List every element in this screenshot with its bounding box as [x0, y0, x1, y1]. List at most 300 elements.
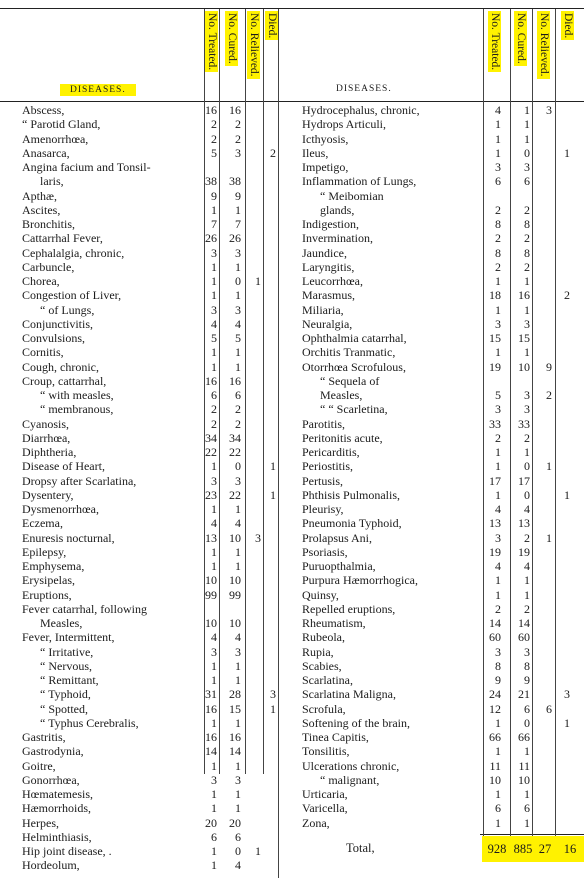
header-treated-right: No. Treated.: [489, 13, 501, 71]
treated-count: 1: [211, 202, 217, 217]
disease-name: Leucorrhœa,: [302, 274, 363, 288]
table-row: [300, 787, 584, 801]
died-count: 2: [564, 288, 570, 303]
table-row: [300, 559, 584, 573]
disease-name: Impetigo,: [302, 160, 349, 174]
header-cured-right: No. Cured.: [515, 13, 527, 64]
treated-count: 1: [211, 288, 217, 303]
treated-count: 1: [211, 844, 217, 858]
disease-name: Eczema,: [22, 516, 63, 531]
treated-count: 14: [489, 616, 501, 630]
header-relieved-right: No. Relieved.: [538, 13, 550, 77]
disease-name: Herpes,: [22, 815, 59, 830]
cured-count: 2: [524, 601, 530, 616]
disease-name: Miliaria,: [302, 302, 344, 317]
disease-name: Disease of Heart,: [22, 459, 105, 474]
table-row: [300, 217, 584, 231]
cured-count: 34: [229, 430, 241, 445]
cured-count: 2: [235, 416, 241, 431]
treated-count: 1: [495, 445, 501, 459]
table-row: [0, 659, 280, 673]
disease-name: Convulsions,: [22, 331, 86, 345]
treated-count: 1: [495, 573, 501, 588]
cured-count: 4: [235, 516, 241, 531]
treated-count: 33: [489, 416, 501, 431]
treated-count: 1: [211, 274, 217, 288]
treated-count: 1: [495, 715, 501, 730]
header-relieved-left: No. Relieved.: [248, 13, 260, 77]
treated-count: 9: [495, 673, 501, 687]
table-row: [0, 573, 280, 587]
cured-count: 38: [229, 174, 241, 189]
cured-count: 0: [524, 487, 530, 502]
cured-count: 10: [229, 616, 241, 630]
disease-name: “ Spotted,: [40, 701, 88, 716]
treated-count: 13: [489, 516, 501, 531]
treated-count: 31: [205, 687, 217, 702]
cured-count: 4: [524, 502, 530, 516]
treated-count: 1: [211, 459, 217, 474]
table-row: [0, 288, 280, 302]
treated-count: 9: [211, 188, 217, 203]
disease-name: Fever, Intermittent,: [22, 630, 115, 645]
cured-count: 11: [518, 758, 530, 773]
cured-count: 1: [235, 544, 241, 559]
relieved-count: 1: [546, 459, 552, 474]
cured-count: 3: [524, 160, 530, 174]
disease-name: Rupia,: [302, 644, 334, 659]
table-row: [300, 260, 584, 274]
treated-count: 4: [495, 559, 501, 573]
disease-name: Amenorrhœa,: [22, 131, 89, 146]
disease-name: Cephalalgia, chronic,: [22, 245, 125, 260]
cured-count: 7: [235, 217, 241, 231]
cured-count: 15: [518, 331, 530, 345]
cured-count: 4: [235, 858, 241, 873]
treated-count: 2: [495, 601, 501, 616]
treated-count: 24: [489, 687, 501, 702]
table-row: [0, 260, 280, 274]
disease-name: Purpura Hæmorrhogica,: [302, 573, 418, 588]
disease-name: Hip joint disease, .: [22, 844, 112, 858]
cured-count: 16: [229, 103, 241, 117]
table-row: [300, 431, 584, 445]
cured-count: 1: [235, 673, 241, 687]
treated-count: 1: [495, 117, 501, 132]
treated-count: 2: [495, 202, 501, 217]
table-row: [0, 317, 280, 331]
disease-name: Pertusis,: [302, 473, 344, 488]
table-row: [0, 174, 280, 188]
disease-name: Zona,: [302, 815, 330, 830]
cured-count: 1: [524, 587, 530, 602]
table-row: [300, 103, 584, 117]
cured-count: 3: [235, 644, 241, 659]
cured-count: 33: [518, 416, 530, 431]
cured-count: 21: [518, 687, 530, 702]
treated-count: 3: [495, 402, 501, 417]
table-row: [300, 573, 584, 587]
disease-name: Gonorrhœa,: [22, 772, 80, 787]
table-row: [300, 588, 584, 602]
table-row: [0, 844, 280, 858]
table-row: [300, 189, 584, 203]
cured-count: 1: [235, 658, 241, 673]
treated-count: 17: [489, 473, 501, 488]
disease-name: “ “ Scarletina,: [320, 402, 388, 417]
total-treated: 928: [482, 836, 512, 862]
disease-name: Repelled eruptions,: [302, 601, 396, 616]
table-row: [0, 246, 280, 260]
cured-count: 1: [524, 103, 530, 117]
table-row: [0, 117, 280, 131]
relieved-count: 9: [546, 359, 552, 374]
treated-count: 2: [211, 131, 217, 146]
table-row: [0, 374, 280, 388]
table-row: [300, 231, 584, 245]
table-row: [0, 488, 280, 502]
disease-name: “ Nervous,: [40, 658, 92, 673]
treated-count: 4: [211, 516, 217, 531]
header-cured-left: No. Cured.: [226, 13, 238, 64]
treated-count: 6: [495, 801, 501, 816]
cured-count: 1: [235, 345, 241, 360]
table-row: [0, 787, 280, 801]
disease-name: Hydrops Articuli,: [302, 117, 386, 132]
treated-count: 26: [205, 231, 217, 246]
treated-count: 15: [489, 331, 501, 345]
cured-count: 0: [524, 715, 530, 730]
treated-count: 1: [211, 715, 217, 730]
cured-count: 4: [235, 630, 241, 645]
treated-count: 1: [495, 744, 501, 759]
table-row: [0, 132, 280, 146]
cured-count: 8: [524, 658, 530, 673]
relieved-count: 3: [255, 530, 261, 545]
disease-name: Neuralgia,: [302, 316, 353, 331]
table-row: [0, 801, 280, 815]
table-row: [0, 545, 280, 559]
disease-name: “ Typhoid,: [40, 687, 91, 702]
table-row: [300, 488, 584, 502]
relieved-count: 2: [546, 388, 552, 402]
cured-count: 1: [235, 259, 241, 274]
total-label: Total,: [346, 841, 375, 855]
treated-count: 13: [205, 530, 217, 545]
table-row: [300, 773, 584, 787]
treated-count: 12: [489, 701, 501, 716]
table-row: [300, 502, 584, 516]
cured-count: 1: [235, 288, 241, 303]
table-row: [0, 773, 280, 787]
table-row: [0, 217, 280, 231]
cured-count: 6: [235, 388, 241, 402]
disease-name: Apthæ,: [22, 188, 58, 203]
treated-count: 1: [211, 758, 217, 773]
table-row: [300, 374, 584, 388]
total-died: 16: [556, 836, 584, 862]
disease-name: Eruptions,: [22, 587, 72, 602]
cured-count: 1: [524, 302, 530, 317]
treated-count: 4: [495, 103, 501, 117]
cured-count: 2: [524, 430, 530, 445]
table-row: [0, 716, 280, 730]
treated-count: 3: [211, 302, 217, 317]
disease-name: Phthisis Pulmonalis,: [302, 487, 401, 502]
table-row: [300, 645, 584, 659]
disease-name: Pericarditis,: [302, 445, 360, 459]
treated-count: 1: [211, 259, 217, 274]
table-row: [300, 402, 584, 416]
disease-name: Scarlatina Maligna,: [302, 687, 396, 702]
cured-count: 17: [518, 473, 530, 488]
table-row: [0, 744, 280, 758]
disease-name: Gastrodynia,: [22, 744, 84, 759]
treated-count: 1: [495, 815, 501, 830]
cured-count: 99: [229, 587, 241, 602]
table-row: [300, 702, 584, 716]
cured-count: 0: [235, 844, 241, 858]
disease-name: Scrofula,: [302, 701, 346, 716]
treated-count: 2: [211, 416, 217, 431]
cured-count: 10: [229, 573, 241, 588]
diseases-header-left: DISEASES.: [60, 84, 136, 96]
table-row: [300, 716, 584, 730]
disease-name: Jaundice,: [302, 245, 347, 260]
disease-name: Croup, cattarrhal,: [22, 373, 107, 388]
cured-count: 16: [229, 730, 241, 744]
treated-count: 2: [495, 430, 501, 445]
cured-count: 20: [229, 815, 241, 830]
cured-count: 1: [235, 801, 241, 816]
disease-name: “ Parotid Gland,: [22, 117, 101, 132]
disease-name: Abscess,: [22, 103, 65, 117]
table-row: [300, 117, 584, 131]
treated-count: 16: [205, 701, 217, 716]
table-row: [0, 417, 280, 431]
disease-name: Enuresis nocturnal,: [22, 530, 115, 545]
disease-name: Urticaria,: [302, 787, 348, 801]
table-row: [300, 388, 584, 402]
disease-name: Chorea,: [22, 274, 60, 288]
disease-name: Ascites,: [22, 202, 61, 217]
disease-name: Orchitis Tranmatic,: [302, 345, 396, 360]
treated-count: 1: [495, 787, 501, 801]
disease-name: Peritonitis acute,: [302, 430, 383, 445]
treated-count: 10: [489, 772, 501, 787]
cured-count: 22: [229, 445, 241, 459]
cured-count: 2: [235, 117, 241, 132]
treated-count: 1: [211, 359, 217, 374]
treated-count: 1: [211, 787, 217, 801]
treated-count: 2: [211, 117, 217, 132]
treated-count: 8: [495, 217, 501, 231]
died-count: 1: [564, 487, 570, 502]
treated-count: 22: [205, 445, 217, 459]
table-row: [300, 303, 584, 317]
treated-count: 1: [495, 345, 501, 360]
treated-count: 2: [495, 231, 501, 246]
cured-count: 10: [518, 359, 530, 374]
disease-name: Angina facium and Tonsil-: [22, 160, 151, 174]
table-row: [300, 146, 584, 160]
treated-count: 1: [211, 858, 217, 873]
cured-count: 3: [235, 245, 241, 260]
table-row: [300, 174, 584, 188]
disease-name: Helminthiasis,: [22, 829, 92, 844]
cured-count: 1: [235, 758, 241, 773]
treated-count: 99: [205, 587, 217, 602]
treated-count: 18: [489, 288, 501, 303]
disease-name: Rheumatism,: [302, 616, 366, 630]
disease-name: Dysentery,: [22, 487, 74, 502]
table-row: [0, 103, 280, 117]
disease-name: Varicella,: [302, 801, 348, 816]
treated-count: 1: [495, 302, 501, 317]
treated-count: 10: [205, 616, 217, 630]
top-rule: [0, 8, 584, 9]
disease-name: “ Irritative,: [40, 644, 94, 659]
cured-count: 3: [235, 302, 241, 317]
cured-count: 60: [518, 630, 530, 645]
cured-count: 3: [524, 316, 530, 331]
treated-count: 6: [211, 388, 217, 402]
cured-count: 26: [229, 231, 241, 246]
disease-name: Erysipelas,: [22, 573, 75, 588]
cured-count: 1: [235, 715, 241, 730]
table-row: [300, 531, 584, 545]
table-row: [0, 830, 280, 844]
cured-count: 9: [235, 188, 241, 203]
cured-count: 3: [524, 402, 530, 417]
table-row: [0, 303, 280, 317]
cured-count: 3: [235, 145, 241, 160]
cured-count: 2: [524, 202, 530, 217]
cured-count: 4: [235, 316, 241, 331]
treated-count: 8: [495, 658, 501, 673]
table-row: [300, 203, 584, 217]
cured-count: 1: [524, 573, 530, 588]
disease-name: Pleurisy,: [302, 502, 344, 516]
table-row: [0, 160, 280, 174]
treated-count: 4: [211, 316, 217, 331]
treated-count: 4: [211, 630, 217, 645]
cured-count: 2: [524, 231, 530, 246]
cured-count: 4: [524, 559, 530, 573]
cured-count: 6: [524, 174, 530, 189]
disease-name: Epilepsy,: [22, 544, 67, 559]
disease-name: Psoriasis,: [302, 544, 348, 559]
disease-name: Hydrocephalus, chronic,: [302, 103, 420, 117]
died-count: 3: [270, 687, 276, 702]
total-relieved: 27: [534, 836, 556, 862]
table-row: [300, 417, 584, 431]
died-count: 1: [564, 715, 570, 730]
cured-count: 14: [518, 616, 530, 630]
table-row: [300, 616, 584, 630]
disease-name: Otorrhœa Scrofulous,: [302, 359, 406, 374]
cured-count: 28: [229, 687, 241, 702]
table-row: [0, 531, 280, 545]
table-row: [0, 331, 280, 345]
disease-name: “ of Lungs,: [40, 302, 95, 317]
disease-name: Diarrhœa,: [22, 430, 71, 445]
disease-name: Scarlatina,: [302, 673, 353, 687]
disease-name: Hordeolum,: [22, 858, 80, 873]
treated-count: 60: [489, 630, 501, 645]
treated-count: 1: [495, 487, 501, 502]
treated-count: 7: [211, 217, 217, 231]
disease-name: Fever catarrhal, following: [22, 601, 147, 616]
treated-count: 1: [211, 658, 217, 673]
cured-count: 6: [524, 701, 530, 716]
treated-count: 20: [205, 815, 217, 830]
disease-name: Marasmus,: [302, 288, 355, 303]
disease-name: Laryngitis,: [302, 259, 355, 274]
table-row: [0, 189, 280, 203]
died-count: 1: [270, 459, 276, 474]
table-row: [0, 702, 280, 716]
disease-name: Bronchitis,: [22, 217, 75, 231]
disease-name: Cattarrhal Fever,: [22, 231, 103, 246]
disease-name: Prolapsus Ani,: [302, 530, 373, 545]
treated-count: 4: [495, 502, 501, 516]
treated-count: 1: [495, 459, 501, 474]
cured-count: 1: [524, 131, 530, 146]
disease-name: Quinsy,: [302, 587, 339, 602]
table-row: [0, 474, 280, 488]
cured-count: 1: [524, 445, 530, 459]
table-row: [300, 545, 584, 559]
disease-name: Scabies,: [302, 658, 342, 673]
table-row: [0, 231, 280, 245]
table-row: [0, 588, 280, 602]
table-row: [0, 687, 280, 701]
relieved-count: 6: [546, 701, 552, 716]
table-row: [0, 602, 280, 616]
table-row: [300, 288, 584, 302]
disease-name: laris,: [40, 174, 64, 189]
cured-count: 1: [235, 202, 241, 217]
disease-name: Dysmenorrhœa,: [22, 502, 99, 516]
table-row: [300, 759, 584, 773]
table-row: [0, 360, 280, 374]
cured-count: 1: [524, 787, 530, 801]
cured-count: 13: [518, 516, 530, 531]
cured-count: 6: [524, 801, 530, 816]
relieved-count: 1: [255, 844, 261, 858]
treated-count: 23: [205, 487, 217, 502]
diseases-header-right: DISEASES.: [336, 84, 392, 94]
cured-count: 66: [518, 730, 530, 744]
relieved-count: 1: [255, 274, 261, 288]
table-row: [0, 616, 280, 630]
table-row: [300, 474, 584, 488]
treated-count: 19: [489, 544, 501, 559]
header-rule: [0, 101, 584, 102]
treated-count: 16: [205, 730, 217, 744]
disease-name: Invermination,: [302, 231, 373, 246]
treated-count: 1: [211, 544, 217, 559]
table-row: [0, 673, 280, 687]
table-row: [300, 459, 584, 473]
disease-name: Icthyosis,: [302, 131, 349, 146]
disease-name: Dropsy after Scarlatina,: [22, 473, 137, 488]
table-row: [0, 816, 280, 830]
cured-count: 10: [518, 772, 530, 787]
treated-count: 19: [489, 359, 501, 374]
table-row: [300, 331, 584, 345]
